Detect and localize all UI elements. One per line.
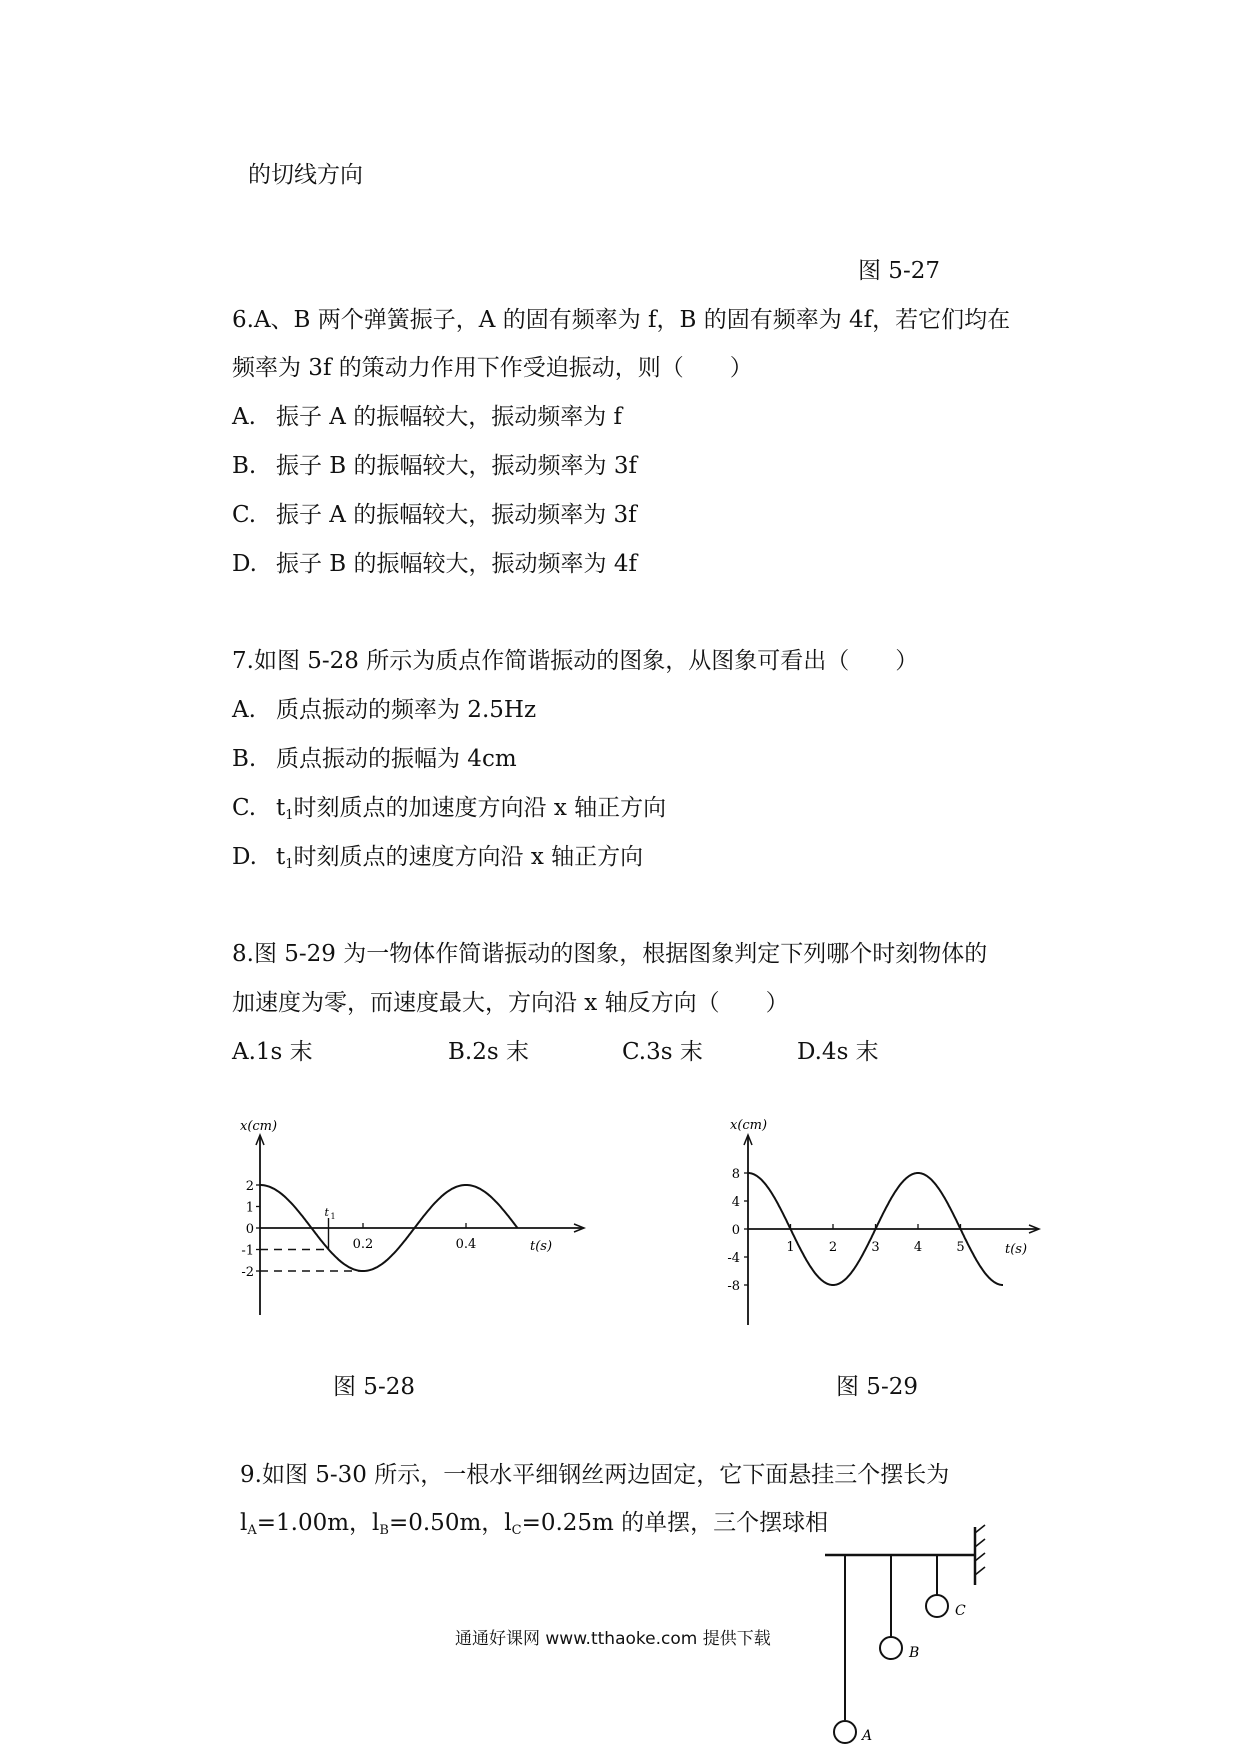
t-subscript: 1: [285, 808, 294, 823]
x-tick-label: 2: [828, 1240, 838, 1255]
pendulum-c-label: C: [955, 1603, 966, 1619]
q6-line2: 频率为 3f 的策动力作用下作受迫振动，则（ ）: [232, 355, 753, 381]
x-tick-label: 0.4: [455, 1237, 477, 1252]
q8-line2: 加速度为零，而速度最大，方向沿 x 轴反方向（ ）: [232, 990, 789, 1016]
y-tick-label: 8: [731, 1167, 740, 1182]
option-text: 质点振动的振幅为 4cm: [276, 746, 517, 772]
x-tick-label: 4: [913, 1240, 923, 1255]
pendulum-c-bob: [926, 1595, 948, 1617]
option-letter: D.: [232, 551, 257, 577]
option-letter: C.: [232, 795, 257, 821]
option-letter: C.: [232, 502, 257, 528]
pendulum-a-bob: [834, 1721, 856, 1743]
q8-option-a: A.1s 末: [232, 1039, 313, 1065]
y-tick-label: 4: [731, 1195, 740, 1210]
option-letter: B.: [232, 746, 257, 772]
q8-line1: 8.图 5-29 为一物体作简谐振动的图象，根据图象判定下列哪个时刻物体的: [232, 941, 988, 967]
q7-option-d: [232, 842, 643, 880]
t-symbol: t: [276, 795, 286, 821]
x-tick-label: 1: [786, 1240, 795, 1255]
option-text: 振子 B 的振幅较大，振动频率为 4f: [276, 551, 637, 577]
t1-subscript: 1: [330, 1212, 336, 1221]
x-axis-label: t(s): [1005, 1242, 1028, 1257]
pendulum-b-label: B: [909, 1645, 920, 1661]
length-subscript: B: [379, 1523, 389, 1538]
length-subscript: C: [511, 1523, 522, 1538]
option-text: 振子 B 的振幅较大，振动频率为 3f: [276, 453, 637, 479]
q9-text-part: l: [240, 1510, 248, 1536]
figure-5-29-chart: [715, 1115, 1055, 1330]
t-symbol: t: [276, 844, 286, 870]
y-tick-label: 0: [245, 1222, 254, 1237]
option-letter: A.: [232, 697, 256, 723]
y-tick-label: -4: [727, 1251, 740, 1266]
t1-label: t: [324, 1206, 329, 1219]
option-text: 时刻质点的速度方向沿 x 轴正方向: [293, 844, 644, 870]
y-axis-label: x(cm): [240, 1119, 278, 1134]
y-tick-label: 2: [245, 1179, 254, 1194]
figure-5-28-chart: [230, 1115, 600, 1315]
q7-option-b: [232, 744, 517, 774]
y-tick-label: -8: [727, 1279, 740, 1294]
q9-text-part: =1.00m，l: [256, 1510, 380, 1536]
q6-option-c: [232, 500, 637, 530]
q9-line1: 9.如图 5-30 所示，一根水平细钢丝两边固定，它下面悬挂三个摆长为: [240, 1462, 950, 1488]
y-tick-label: -1: [241, 1243, 254, 1259]
q8-option-b: B.2s 末: [448, 1039, 529, 1065]
option-text: 振子 A 的振幅较大，振动频率为 3f: [276, 502, 637, 528]
y-tick-label: 1: [245, 1200, 254, 1216]
y-tick-label: 0: [731, 1223, 740, 1238]
option-letter: D.: [232, 844, 257, 870]
y-axis-label: x(cm): [730, 1118, 768, 1133]
figure-5-28-caption: 图 5-28: [333, 1374, 415, 1400]
option-text: 质点振动的频率为 2.5Hz: [276, 697, 537, 723]
option-text: 振子 A 的振幅较大，振动频率为 f: [276, 404, 623, 430]
q9-text-part: =0.50m，l: [388, 1510, 512, 1536]
pendulum-a-label: A: [862, 1728, 873, 1744]
option-text: 时刻质点的加速度方向沿 x 轴正方向: [293, 795, 667, 821]
x-tick-label: 3: [871, 1240, 880, 1255]
x-axis-label: t(s): [530, 1239, 553, 1254]
x-tick-label: 0.2: [352, 1237, 374, 1252]
q6-line1: 6.A、B 两个弹簧振子，A 的固有频率为 f，B 的固有频率为 4f，若它们均在: [232, 307, 1011, 333]
figure-5-30-pendulum: [820, 1515, 1000, 1745]
x-tick-label: 5: [956, 1240, 965, 1255]
t-subscript: 1: [285, 857, 294, 872]
wall-hatching: [975, 1525, 985, 1575]
option-letter: A.: [232, 404, 256, 430]
continued-text: 的切线方向: [248, 162, 363, 188]
q6-option-b: [232, 451, 637, 481]
q9-line2: [240, 1508, 828, 1546]
pendulum-b-bob: [880, 1637, 902, 1659]
length-subscript: A: [247, 1523, 257, 1538]
q6-option-d: [232, 549, 637, 579]
q9-text-part: =0.25m 的单摆，三个摆球相: [521, 1510, 829, 1536]
figure-ref-5-27: 图 5-27: [858, 258, 940, 284]
footer-source: 通通好课网 www.tthaoke.com 提供下载: [455, 1629, 771, 1649]
q8-option-c: C.3s 末: [622, 1039, 703, 1065]
option-letter: B.: [232, 453, 257, 479]
q8-option-d: D.4s 末: [797, 1039, 879, 1065]
q7-option-c: [232, 793, 666, 831]
figure-5-29-caption: 图 5-29: [836, 1374, 918, 1400]
y-tick-label: -2: [241, 1265, 254, 1280]
q6-option-a: [232, 402, 622, 432]
q7-line1: 7.如图 5-28 所示为质点作简谐振动的图象，从图象可看出（ ）: [232, 648, 919, 674]
q7-option-a: [232, 695, 536, 725]
